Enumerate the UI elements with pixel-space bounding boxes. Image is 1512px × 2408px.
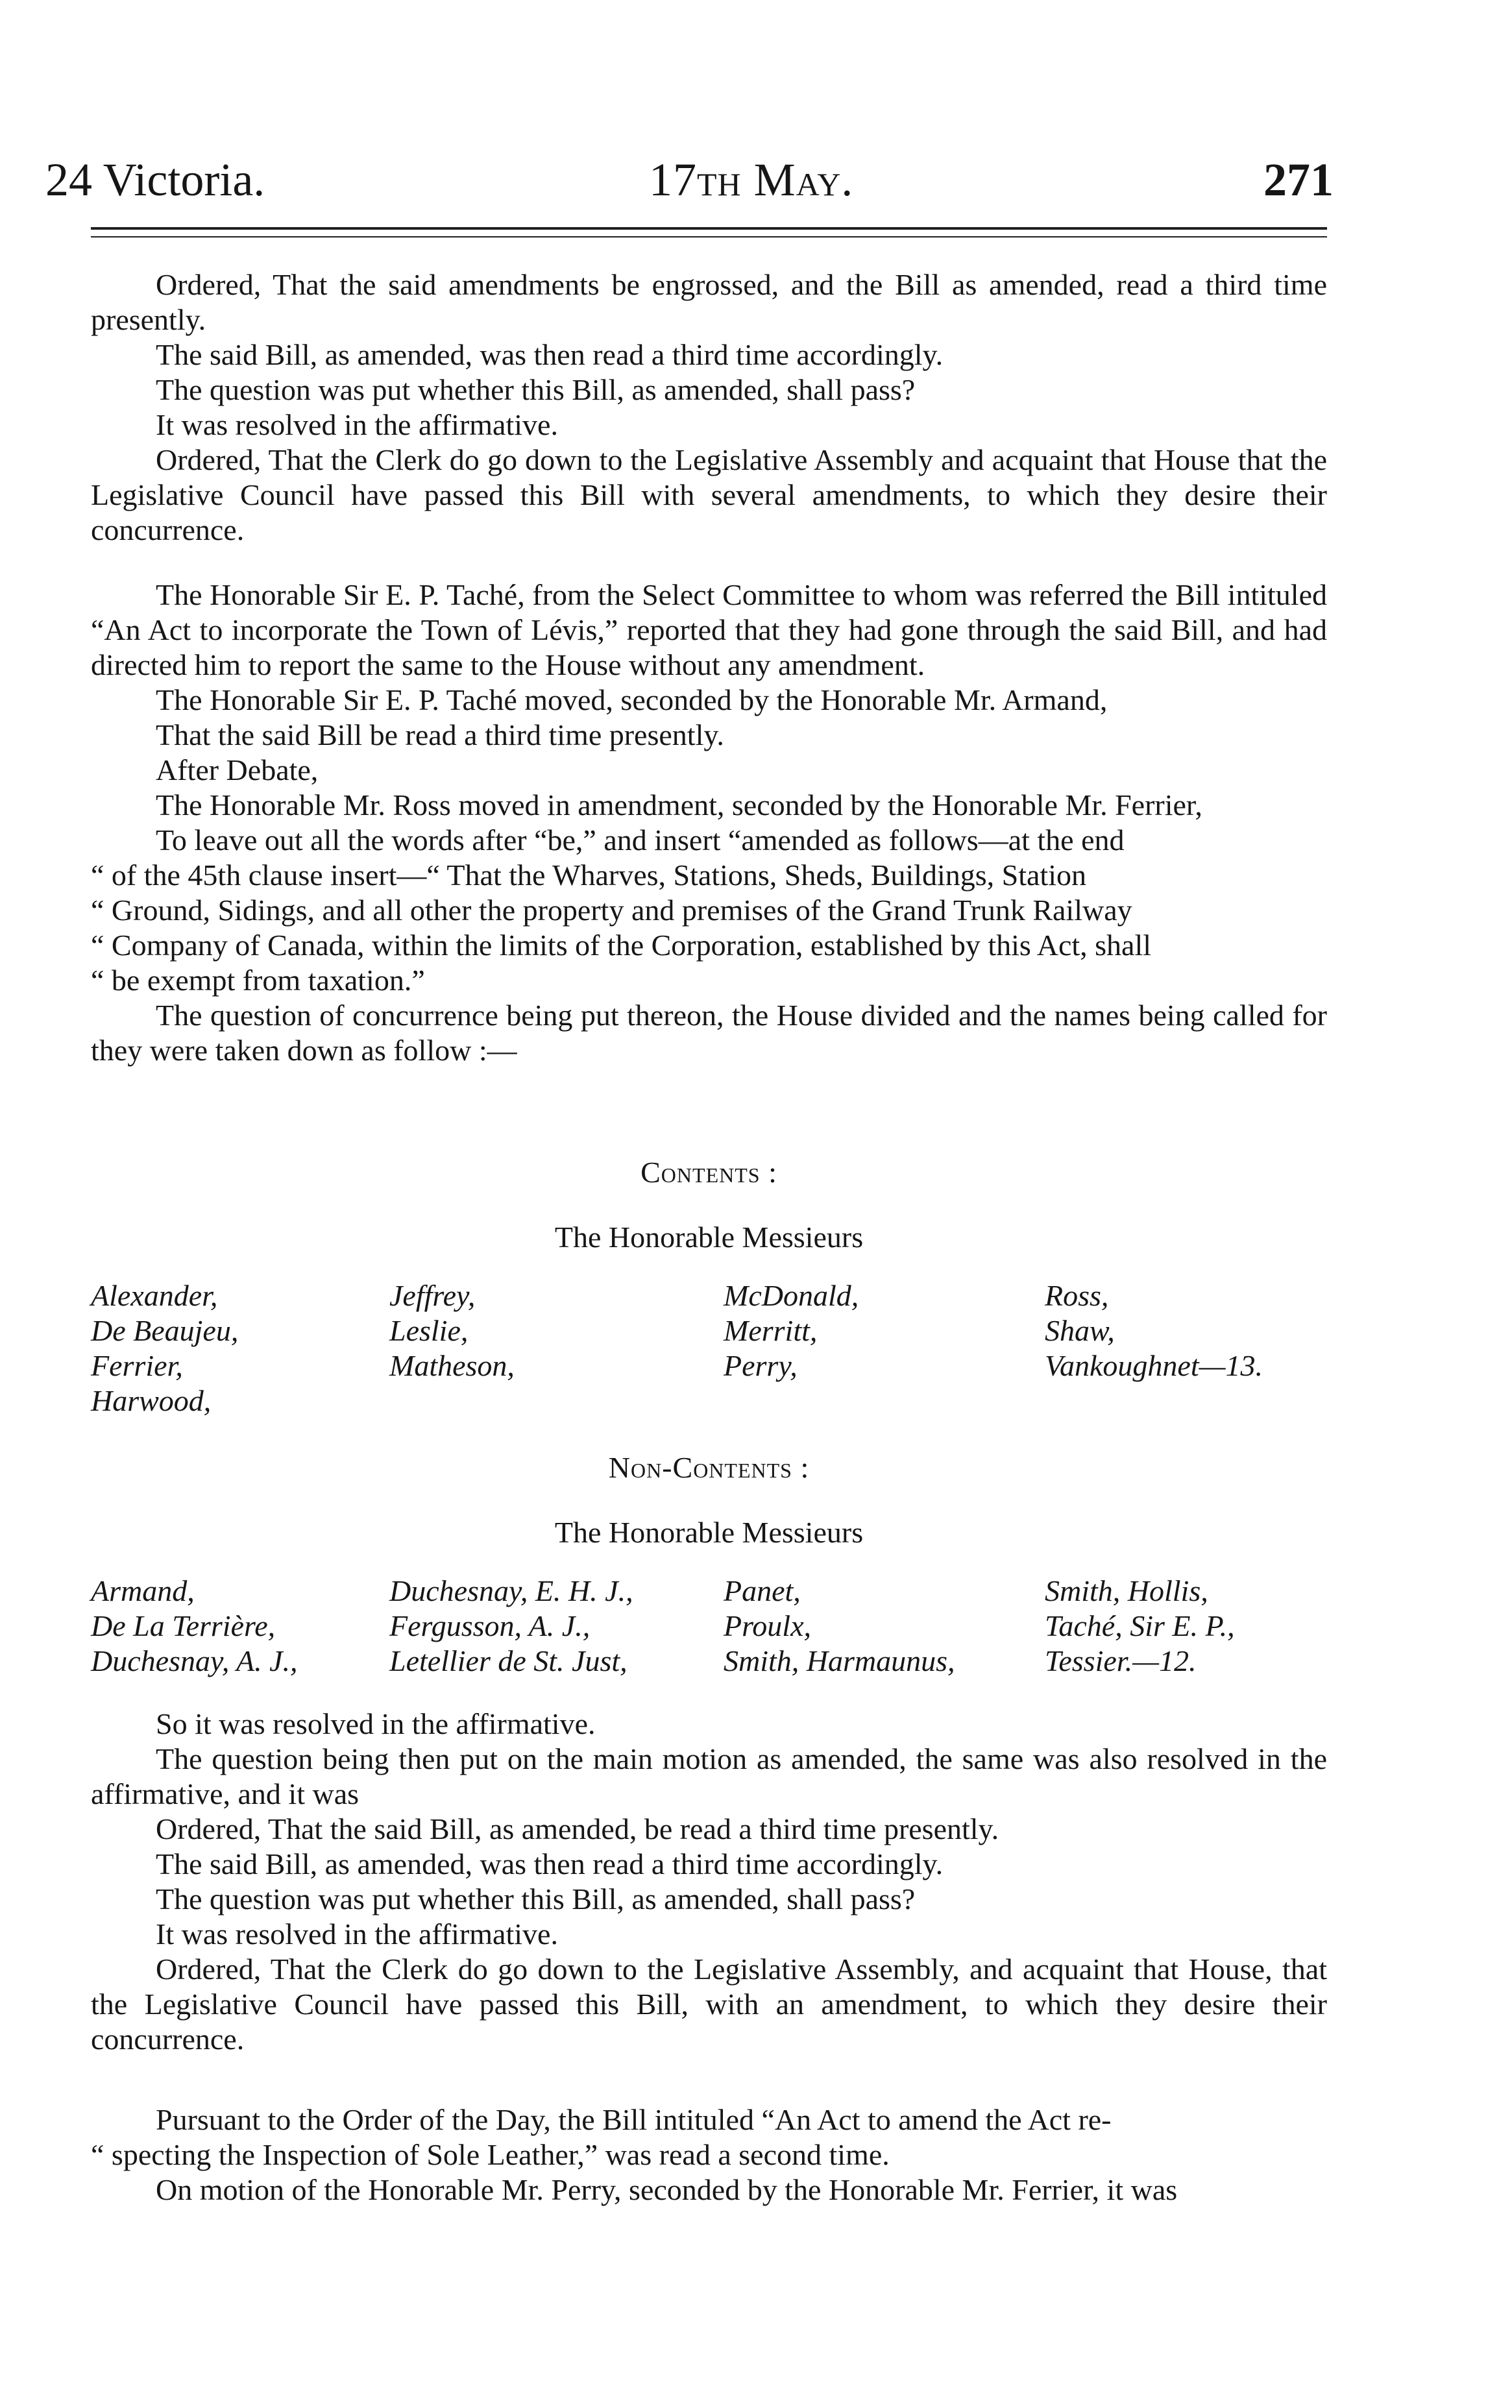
amendment-line: “ Ground, Sidings, and all other the property and premises of the Grand Trunk Railway — [91, 894, 1132, 927]
amendment-line: “ be exempt from taxation.” — [91, 964, 425, 997]
member-name: Matheson, — [389, 1349, 515, 1382]
paragraph: It was resolved in the affirmative. — [156, 408, 558, 441]
non-contents-subheading-block — [91, 1515, 1327, 1550]
paragraph: The said Bill, as amended, was then read a third time accordingly. — [156, 338, 944, 371]
paragraph: The Honorable Sir E. P. Taché, from the Select Committee to whom was referred the Bill intituled “An Act to incorporate the Town of Lévis,” reported that they had gone through the said Bill, and had directed him to report the same to the House without any amendment. — [91, 578, 1327, 681]
paragraph: The question being then put on the main motion as amended, the same was also resolved in the affirmative, and it was — [91, 1742, 1327, 1810]
paragraph: The question was put whether this Bill, as amended, shall pass? — [156, 1882, 916, 1915]
page-date: 17th May. — [649, 154, 854, 206]
member-name: Tessier.—12. — [1045, 1644, 1197, 1677]
member-name: Vankoughnet—13. — [1045, 1349, 1263, 1382]
contents-heading: Contents : — [640, 1156, 777, 1189]
names-column — [91, 1278, 238, 1418]
paragraph: On motion of the Honorable Mr. Perry, seconded by the Honorable Mr. Ferrier, it was — [156, 2173, 1178, 2206]
names-column — [389, 1278, 515, 1383]
paragraph: It was resolved in the affirmative. — [156, 1917, 558, 1951]
member-name: De Beaujeu, — [91, 1314, 239, 1347]
non-contents-heading: Non-Contents : — [608, 1451, 810, 1484]
paragraph: The Honorable Mr. Ross moved in amendment, seconded by the Honorable Mr. Ferrier, — [156, 788, 1202, 821]
header-rule-thin — [91, 236, 1327, 237]
paragraph: So it was resolved in the affirmative. — [156, 1707, 596, 1740]
names-column — [724, 1278, 859, 1383]
contents-names — [91, 1278, 1327, 1421]
member-name: Letellier de St. Just, — [389, 1644, 628, 1677]
member-name: Taché, Sir E. P., — [1045, 1609, 1235, 1642]
paragraph: The Honorable Sir E. P. Taché moved, seconded by the Honorable Mr. Armand, — [156, 683, 1108, 716]
paragraph: The question of concurrence being put thereon, the House divided and the names being called for they were taken down as follow :— — [91, 999, 1327, 1067]
paragraph: The question was put whether this Bill, as amended, shall pass? — [156, 373, 916, 406]
page-number: 271 — [1263, 154, 1334, 206]
session-label: 24 Victoria. — [45, 154, 265, 206]
amendment-line: “ of the 45th clause insert—“ That the Wharves, Stations, Sheds, Buildings, Station — [91, 858, 1086, 892]
names-column — [1045, 1574, 1235, 1679]
names-column — [724, 1574, 955, 1679]
member-name: Merritt, — [724, 1314, 818, 1347]
paragraph: Pursuant to the Order of the Day, the Bill intituled “An Act to amend the Act re- — [156, 2103, 1112, 2136]
member-name: Duchesnay, A. J., — [91, 1644, 298, 1677]
paragraph: “ specting the Inspection of Sole Leather,” was read a second time. — [91, 2138, 890, 2171]
member-name: Alexander, — [91, 1279, 218, 1312]
page-header — [45, 153, 1334, 231]
amendment-line: “ Company of Canada, within the limits of the Corporation, established by this Act, shall — [91, 929, 1152, 962]
contents-subheading-block — [91, 1220, 1327, 1255]
paragraph: Ordered, That the Clerk do go down to the Legislative Assembly and acquaint that House that the Legislative Council have passed this Bill with several amendments, to which they desire their concurrence. — [91, 443, 1327, 546]
section-2 — [91, 578, 1327, 1068]
member-name: Ferrier, — [91, 1349, 183, 1382]
member-name: Ross, — [1045, 1279, 1109, 1312]
member-name: Perry, — [724, 1349, 798, 1382]
contents-heading-block — [91, 1155, 1327, 1190]
contents-subheading: The Honorable Messieurs — [554, 1221, 864, 1254]
member-name: Leslie, — [389, 1314, 469, 1347]
member-name: De La Terrière, — [91, 1609, 276, 1642]
member-name: Shaw, — [1045, 1314, 1115, 1347]
paragraph: After Debate, — [156, 753, 319, 786]
member-name: McDonald, — [724, 1279, 859, 1312]
member-name: Harwood, — [91, 1384, 212, 1417]
member-name: Armand, — [91, 1574, 195, 1607]
paragraph: Ordered, That the said Bill, as amended, be read a third time presently. — [156, 1812, 999, 1845]
non-contents-subheading: The Honorable Messieurs — [554, 1516, 864, 1549]
member-name: Smith, Hollis, — [1045, 1574, 1208, 1607]
paragraph: Ordered, That the Clerk do go down to the Legislative Assembly, and acquaint that House, that the Legislative Council have passed this Bill, with an amendment, to which they desire their concurrence. — [91, 1952, 1327, 2056]
member-name: Jeffrey, — [389, 1279, 476, 1312]
names-column — [91, 1574, 298, 1679]
section-1 — [91, 267, 1327, 548]
section-4 — [91, 2102, 1327, 2207]
names-column — [389, 1574, 633, 1679]
member-name: Smith, Harmaunus, — [724, 1644, 955, 1677]
paragraph: The said Bill, as amended, was then read a third time accordingly. — [156, 1847, 944, 1880]
names-column — [1045, 1278, 1263, 1383]
member-name: Proulx, — [724, 1609, 811, 1642]
non-contents-heading-block — [91, 1450, 1327, 1485]
amendment-line: To leave out all the words after “be,” and insert “amended as follows—at the end — [156, 823, 1125, 857]
section-3 — [91, 1707, 1327, 2057]
non-contents-names — [91, 1574, 1327, 1684]
paragraph: That the said Bill be read a third time presently. — [156, 718, 724, 751]
member-name: Duchesnay, E. H. J., — [389, 1574, 633, 1607]
member-name: Fergusson, A. J., — [389, 1609, 591, 1642]
header-rule — [91, 227, 1327, 230]
member-name: Panet, — [724, 1574, 801, 1607]
paragraph: Ordered, That the said amendments be engrossed, and the Bill as amended, read a third time presently. — [91, 268, 1327, 336]
